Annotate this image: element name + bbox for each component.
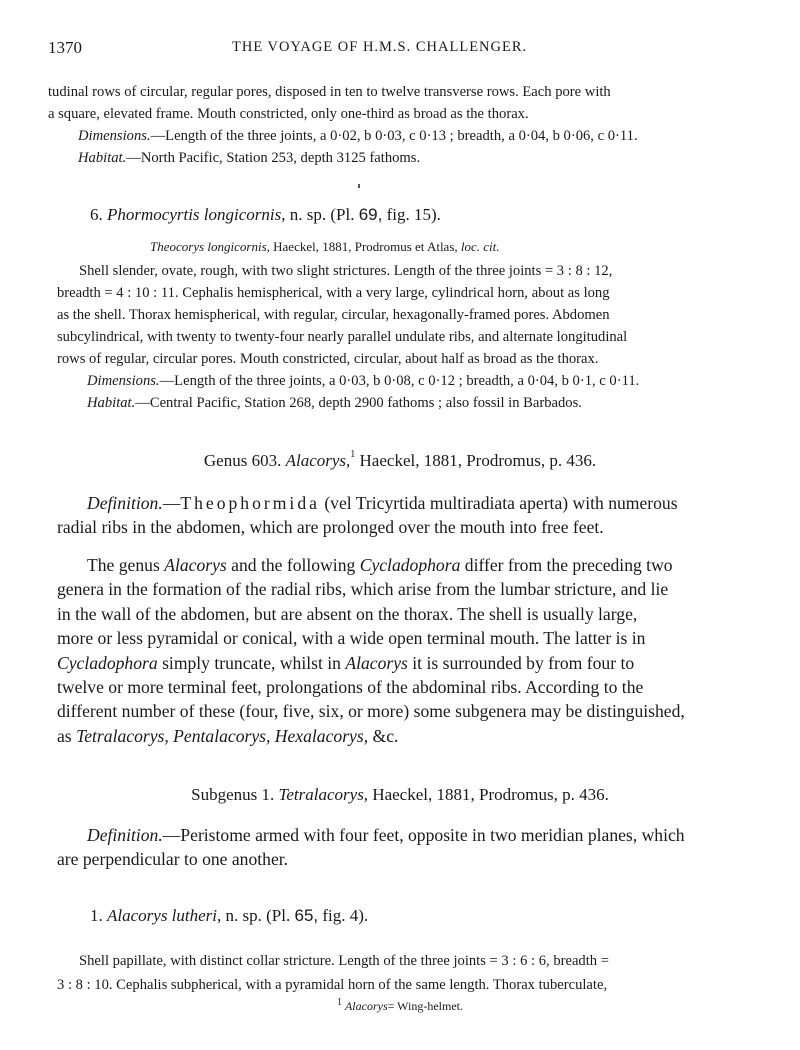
text-line: more or less pyramidal or conical, with a wide open terminal mouth. The latter is in bbox=[57, 628, 646, 649]
definition-label: Definition. bbox=[87, 825, 163, 845]
text-run: it is surrounded by from four to bbox=[412, 652, 635, 673]
habitat-text: —Central Pacific, Station 268, depth 2900 fathoms ; also fossil in Barbados. bbox=[135, 395, 582, 411]
text-line: different number of these (four, five, six, or more) some subgenera may be distinguished, bbox=[57, 701, 685, 722]
text-line bbox=[57, 651, 747, 675]
plate-number: 69, bbox=[358, 205, 383, 224]
definition-text: —Peristome armed with four feet, opposite in two meridian planes, which bbox=[162, 825, 685, 845]
text-run: The genus bbox=[87, 555, 160, 575]
definition-line bbox=[57, 823, 747, 847]
genus-discussion bbox=[57, 553, 747, 748]
print-speck bbox=[358, 184, 360, 188]
species-number: 6. bbox=[90, 205, 103, 224]
footnote-term: Alacorys bbox=[344, 999, 388, 1013]
taxon-name: Cycladophora bbox=[359, 555, 461, 575]
figure-ref: fig. 15). bbox=[386, 205, 441, 224]
genus-name: Alacorys, bbox=[285, 451, 351, 470]
text-line: radial ribs in the abdomen, which are prolonged over the mouth into free feet. bbox=[57, 517, 604, 538]
species-description bbox=[57, 260, 747, 414]
synonym-name: Theocorys longicornis, bbox=[150, 239, 270, 254]
text-run: &c. bbox=[372, 725, 399, 746]
footnote-text: = Wing-helmet. bbox=[387, 999, 464, 1013]
plate-number: 65, bbox=[294, 906, 319, 925]
footnote-reference: 1 bbox=[350, 449, 356, 460]
family-name-spaced: Theophormida bbox=[180, 493, 320, 513]
dimensions-text: —Length of the three joints, a 0·03, b 0·08, c 0·12 ; breadth, a 0·04, b 0·1, c 0·11. bbox=[159, 373, 640, 389]
habitat-line bbox=[48, 147, 748, 169]
text-line bbox=[57, 553, 747, 577]
genus-heading bbox=[0, 451, 800, 471]
text-line: rows of regular, circular pores. Mouth constricted, circular, about half as broad as the thorax. bbox=[57, 351, 599, 367]
taxon-name: Cycladophora bbox=[57, 652, 158, 673]
genus-definition bbox=[57, 491, 747, 540]
taxon-name: Alacorys bbox=[164, 555, 227, 575]
subgenus-name: Tetralacorys, bbox=[278, 785, 369, 804]
species-heading bbox=[90, 205, 441, 225]
page-number: 1370 bbox=[48, 38, 82, 57]
subgenus-heading bbox=[0, 785, 800, 805]
figure-ref: fig. 4). bbox=[322, 906, 369, 925]
dimensions-text: —Length of the three joints, a 0·02, b 0·03, c 0·13 ; breadth, a 0·04, b 0·06, c 0·11. bbox=[150, 128, 638, 144]
text-line: 3 : 8 : 10. Cephalis subpherical, with a pyramidal horn of the same length. Thorax tuberculate, bbox=[57, 977, 608, 993]
footnote-marker: 1 bbox=[336, 997, 342, 1008]
dimensions-label: Dimensions. bbox=[78, 128, 151, 144]
subgenus-prefix: Subgenus 1. bbox=[191, 785, 275, 804]
species-status: n. sp. (Pl. bbox=[289, 205, 355, 224]
synonym-loc: loc. cit. bbox=[460, 239, 500, 254]
text-line: a square, elevated frame. Mouth constricted, only one-third as broad as the thorax. bbox=[48, 106, 529, 122]
taxon-name: Tetralacorys, Pentalacorys, Hexalacorys, bbox=[76, 725, 369, 746]
text-run: simply truncate, whilst in bbox=[162, 652, 341, 673]
definition-line bbox=[57, 491, 747, 515]
text-line: genera in the formation of the radial ribs, which arise from the lumbar stricture, and lie bbox=[57, 579, 669, 600]
footnote bbox=[0, 999, 800, 1014]
genus-prefix: Genus 603. bbox=[203, 451, 282, 470]
text-line: tudinal rows of circular, regular pores, disposed in ten to twelve transverse rows. Each pore with bbox=[48, 84, 611, 100]
taxon-name: Alacorys bbox=[345, 652, 408, 673]
dimensions-line bbox=[48, 125, 748, 147]
habitat-line bbox=[57, 392, 747, 414]
text-run: as bbox=[57, 725, 72, 746]
text-line: Shell papillate, with distinct collar stricture. Length of the three joints = 3 : 6 : 6, breadth = bbox=[79, 953, 609, 969]
definition-text: (vel Tricyrtida multiradiata aperta) with numerous bbox=[324, 493, 678, 513]
text-line: as the shell. Thorax hemispherical, with regular, circular, hexagonally-framed pores. Abdomen bbox=[57, 307, 610, 323]
text-line: in the wall of the abdomen, but are absent on the thorax. The shell is usually large, bbox=[57, 603, 638, 624]
habitat-label: Habitat. bbox=[87, 395, 136, 411]
species-name: Phormocyrtis longicornis, bbox=[107, 205, 286, 224]
text-run: and the following bbox=[231, 555, 356, 575]
habitat-text: —North Pacific, Station 253, depth 3125 fathoms. bbox=[126, 150, 421, 166]
text-run: differ from the preceding two bbox=[464, 555, 673, 575]
species-heading bbox=[90, 906, 368, 926]
dimensions-line bbox=[57, 370, 747, 392]
synonymy-line bbox=[150, 239, 500, 255]
definition-label: Definition. bbox=[87, 493, 163, 513]
text-line: breadth = 4 : 10 : 11. Cephalis hemispherical, with a very large, cylindrical horn, about as long bbox=[57, 285, 610, 301]
continuation-block bbox=[48, 81, 748, 169]
synonym-text: Haeckel, 1881, Prodromus et Atlas, bbox=[273, 239, 458, 254]
species-description bbox=[57, 949, 747, 997]
species-status: n. sp. (Pl. bbox=[225, 906, 291, 925]
text-line: subcylindrical, with twenty to twenty-four nearly parallel undulate ribs, and alternate longitudinal bbox=[57, 329, 628, 345]
text-line: twelve or more terminal feet, prolongations of the abdominal ribs. According to the bbox=[57, 677, 644, 698]
running-header bbox=[48, 38, 758, 60]
genus-authority: Haeckel, 1881, Prodromus, p. 436. bbox=[359, 451, 597, 470]
species-name: Alacorys lutheri, bbox=[107, 906, 222, 925]
subgenus-authority: Haeckel, 1881, Prodromus, p. 436. bbox=[372, 785, 609, 804]
definition-dash: — bbox=[162, 493, 181, 513]
subgenus-definition bbox=[57, 823, 747, 872]
dimensions-label: Dimensions. bbox=[87, 373, 160, 389]
text-line: Shell slender, ovate, rough, with two slight strictures. Length of the three joints = 3 : 8 : 12, bbox=[79, 263, 613, 279]
running-title: THE VOYAGE OF H.M.S. CHALLENGER. bbox=[232, 39, 528, 55]
habitat-label: Habitat. bbox=[78, 150, 127, 166]
text-line: are perpendicular to one another. bbox=[57, 849, 289, 870]
text-line bbox=[57, 724, 747, 748]
species-number: 1. bbox=[90, 906, 103, 925]
